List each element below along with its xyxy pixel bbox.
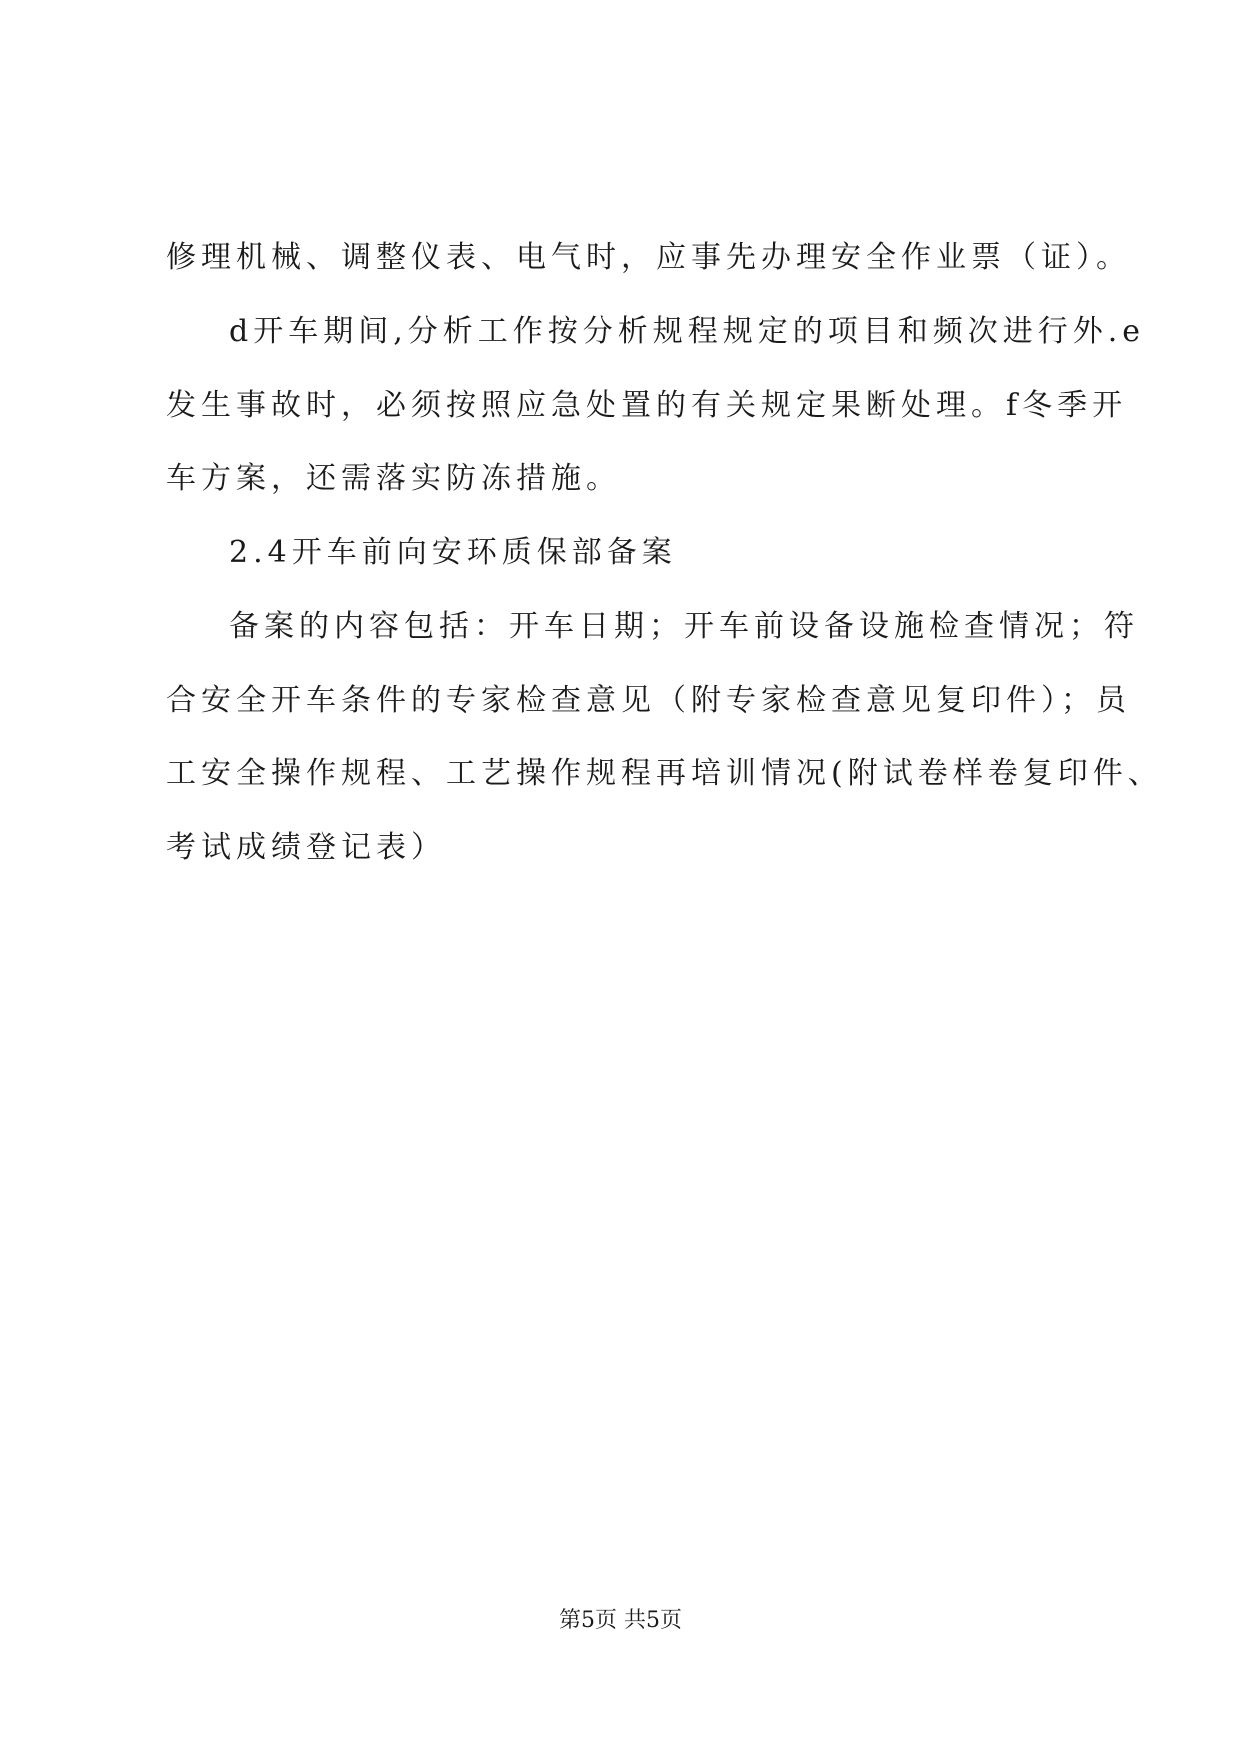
page-number-footer: 第5页 共5页 (559, 1608, 682, 1633)
paragraph-line: 合安全开车条件的专家检查意见（附专家检查意见复印件）；员 (166, 683, 1131, 718)
paragraph-line: d开车期间,分析工作按分析规程规定的项目和频次进行外.e (229, 314, 1146, 349)
paragraph-line: 车方案，还需落实防冻措施。 (166, 461, 621, 496)
paragraph-line: 备案的内容包括：开车日期；开车前设备设施检查情况；符 (229, 609, 1139, 644)
paragraph-line: 修理机械、调整仪表、电气时，应事先办理安全作业票（证）。 (166, 240, 1131, 275)
paragraph-line: 发生事故时，必须按照应急处置的有关规定果断处理。f冬季开 (166, 388, 1128, 423)
section-heading: 2.4开车前向安环质保部备案 (229, 535, 677, 570)
paragraph-line: 考试成绩登记表） (166, 830, 446, 865)
paragraph-line: 工安全操作规程、工艺操作规程再培训情况(附试卷样卷复印件、 (166, 756, 1163, 791)
